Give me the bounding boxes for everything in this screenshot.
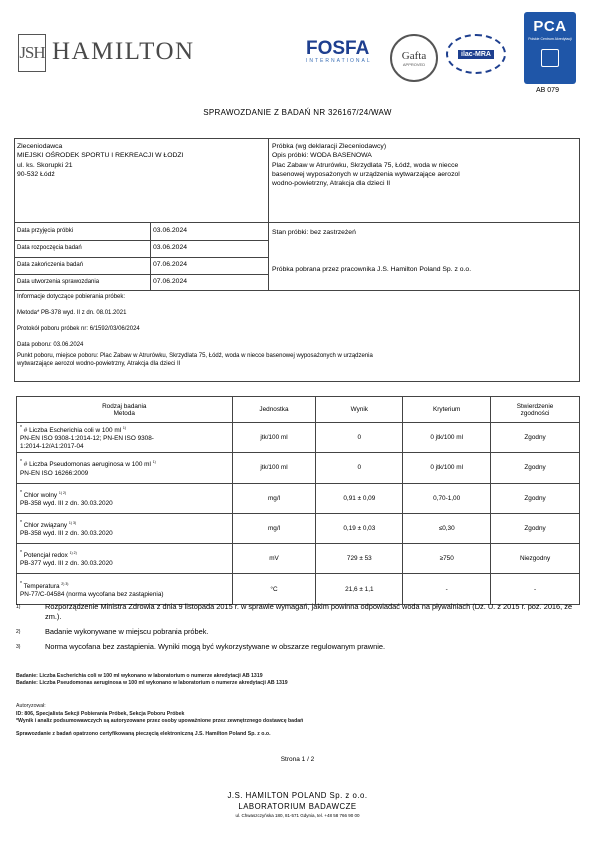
unit-cell: jtk/100 ml: [232, 453, 316, 483]
results-row: [17, 544, 580, 574]
result-cell: 0: [316, 453, 403, 483]
divider: [14, 290, 580, 291]
compliance-cell: -: [491, 574, 580, 604]
footnotes: [16, 602, 586, 657]
test-method-cell: * # Liczba Pseudomonas aeruginosa w 100 ml $^{1)}$ PN-EN ISO 16266:2009: [17, 453, 233, 483]
results-row: [17, 423, 580, 453]
sampled-by: Próbka pobrana przez pracownika J.S. Hamilton Poland Sp. z o.o.: [272, 266, 472, 273]
result-cell: 729 ± 53: [316, 544, 403, 574]
pca-code: AB 079: [536, 87, 559, 94]
date-value-received: 03.06.2024: [153, 227, 188, 234]
ilac-mra-logo: ilac-MRA: [446, 34, 506, 74]
results-row: [17, 574, 580, 604]
header-compliance: Stwierdzenie zgodności: [491, 397, 580, 423]
test-method-cell: * Chlor wolny $^{1) 2)}$ PB-358 wyd. III z dn. 30.03.2020: [17, 483, 233, 513]
footnote: 2) Badanie wykonywane w miejscu pobrania próbek.: [16, 627, 209, 636]
gafta-logo: Gafta APPROVED: [390, 34, 438, 82]
results-row: [17, 513, 580, 543]
result-cell: 0,91 ± 0,09: [316, 483, 403, 513]
result-cell: 0,19 ± 0,03: [316, 513, 403, 543]
criterion-cell: 0,70-1,00: [403, 483, 491, 513]
divider: [14, 257, 268, 258]
compliance-cell: Niezgodny: [491, 544, 580, 574]
date-label-created: Data utworzenia sprawozdania: [17, 279, 100, 285]
results-row: [17, 483, 580, 513]
company-logo-mark: JSH: [18, 34, 46, 72]
header-result: Wynik: [316, 397, 403, 423]
divider: [268, 138, 269, 290]
criterion-cell: ≥750: [403, 544, 491, 574]
criterion-cell: 0 jtk/100 ml: [403, 453, 491, 483]
unit-cell: mV: [232, 544, 316, 574]
compliance-cell: Zgodny: [491, 453, 580, 483]
sample-section: Próbka (wg deklaracji Zleceniodawcy) Opis próbki: WODA BASENOWA Plac Zabaw w Atrurówku, Skrzydlata 75, Łódź, woda w niecce basenowej wyposażonych w urządzenia wytwarzające aerozol wodno-powietrzny, Atrakcja dla dzieci II: [272, 143, 460, 188]
criterion-cell: ≤0,30: [403, 513, 491, 543]
date-value-end: 07.06.2024: [153, 261, 188, 268]
test-method-cell: * Potencjał redox $^{1) 2)}$ PB-377 wyd. III z dn. 30.03.2020: [17, 544, 233, 574]
date-value-start: 03.06.2024: [153, 244, 188, 251]
compliance-cell: Zgodny: [491, 483, 580, 513]
header-unit: Jednostka: [232, 397, 316, 423]
test-method-cell: * # Liczba Escherichia coli w 100 ml $^{1)}$ PN-EN ISO 9308-1:2014-12; PN-EN ISO 9308- 1:2014-12/A1:2017-04: [17, 423, 233, 453]
compliance-cell: Zgodny: [491, 513, 580, 543]
fosfa-logo: FOSFA INTERNATIONAL: [306, 38, 372, 64]
unit-cell: °C: [232, 574, 316, 604]
accreditation-statements: Badanie: Liczba Escherichia coli w 100 ml wykonano w laboratorium o numerze akredytacji AB 1319 Badanie: Liczba Pseudomonas aeruginosa w 100 ml wykonano w laboratorium o numerze akredytacji AB 1319: [16, 673, 288, 686]
divider: [14, 274, 268, 275]
result-cell: 0: [316, 423, 403, 453]
test-method-cell: * Temperatura $^{2) 3)}$ PN-77/C-04584 (norma wycofana bez zastąpienia): [17, 574, 233, 604]
report-title: SPRAWOZDANIE Z BADAŃ NR 326167/24/WAW: [203, 108, 392, 117]
test-method-cell: * Chlor związany $^{1) 3)}$ PB-358 wyd. III z dn. 30.03.2020: [17, 513, 233, 543]
divider: [150, 222, 151, 290]
authorization-section: Autoryzował: ID: 806, Specjalista Sekcji Pobierania Próbek, Sekcja Poboru Próbek *Wynik i analiz podsumowawczych są autoryzowane przez osoby upoważnione przez zewnętrznego dostawcę badań Sprawozdanie z badań opatrzono certyfikowaną pieczęcią elektroniczną J.S. Hamilton Poland Sp. z o.o.: [16, 703, 304, 737]
header-criterion: Kryterium: [403, 397, 491, 423]
header-method: Rodzaj badania Metoda: [17, 397, 233, 423]
results-row: [17, 453, 580, 483]
sample-state: Stan próbki: bez zastrzeżeń: [272, 229, 356, 236]
divider: [14, 240, 268, 241]
page-number: Strona 1 / 2: [280, 756, 315, 763]
footnote: 1) Rozporządzenie Ministra Zdrowia z dnia 9 listopada 2015 r. w sprawie wymagań, jakim powinna odpowiadać woda na pływalniach (Dz. U. z 2015 r. poz. 2016, ze zm.).: [16, 602, 573, 621]
unit-cell: mg/l: [232, 513, 316, 543]
pca-accreditation-logo: PCA Polskie Centrum Akredytacji: [524, 12, 576, 84]
results-table: [16, 396, 580, 605]
criterion-cell: 0 jtk/100 ml: [403, 423, 491, 453]
date-label-start: Data rozpoczęcia badań: [17, 245, 82, 251]
unit-cell: mg/l: [232, 483, 316, 513]
date-label-end: Data zakończenia badań: [17, 262, 84, 268]
result-cell: 21,6 ± 1,1: [316, 574, 403, 604]
footer: J.S. HAMILTON POLAND Sp. z o.o. LABORATORIUM BADAWCZE ul. Chwaszczyńska 180, 81-571 Gdynia, tel. +48 58 766 90 00: [227, 791, 368, 818]
date-value-created: 07.06.2024: [153, 278, 188, 285]
date-label-received: Data przyjęcia próbki: [17, 228, 74, 234]
company-logo-name: HAMILTON: [52, 38, 195, 65]
accreditation-badge-icon: [541, 49, 559, 67]
unit-cell: jtk/100 ml: [232, 423, 316, 453]
results-header-row: [17, 397, 580, 423]
sampling-info: Informacje dotyczące pobierania próbek: Metoda* PB-378 wyd. II z dn. 08.01.2021 Protokół poboru próbek nr: 6/1592/03/06/2024 Data poboru: 03.06.2024 Punkt poboru, miejsce poboru: Plac Zabaw w Atrurówku, Skrzydlata 75, Łódź, woda w niecce basenowej wyposażonych w urządzenia wytwarzające aerozol wodno-powietrzny, Atrakcja dla dzieci II: [17, 294, 373, 367]
client-section: Zleceniodawca MIEJSKI OŚRODEK SPORTU I REKREACJI W ŁODZI ul. ks. Skorupki 21 90-532 Łódź: [17, 143, 184, 178]
criterion-cell: -: [403, 574, 491, 604]
divider: [14, 222, 580, 223]
footnote: 3) Norma wycofana bez zastąpienia. Wyniki mogą być wykorzystywane w obszarze regulowanym prawnie.: [16, 642, 386, 651]
compliance-cell: Zgodny: [491, 423, 580, 453]
